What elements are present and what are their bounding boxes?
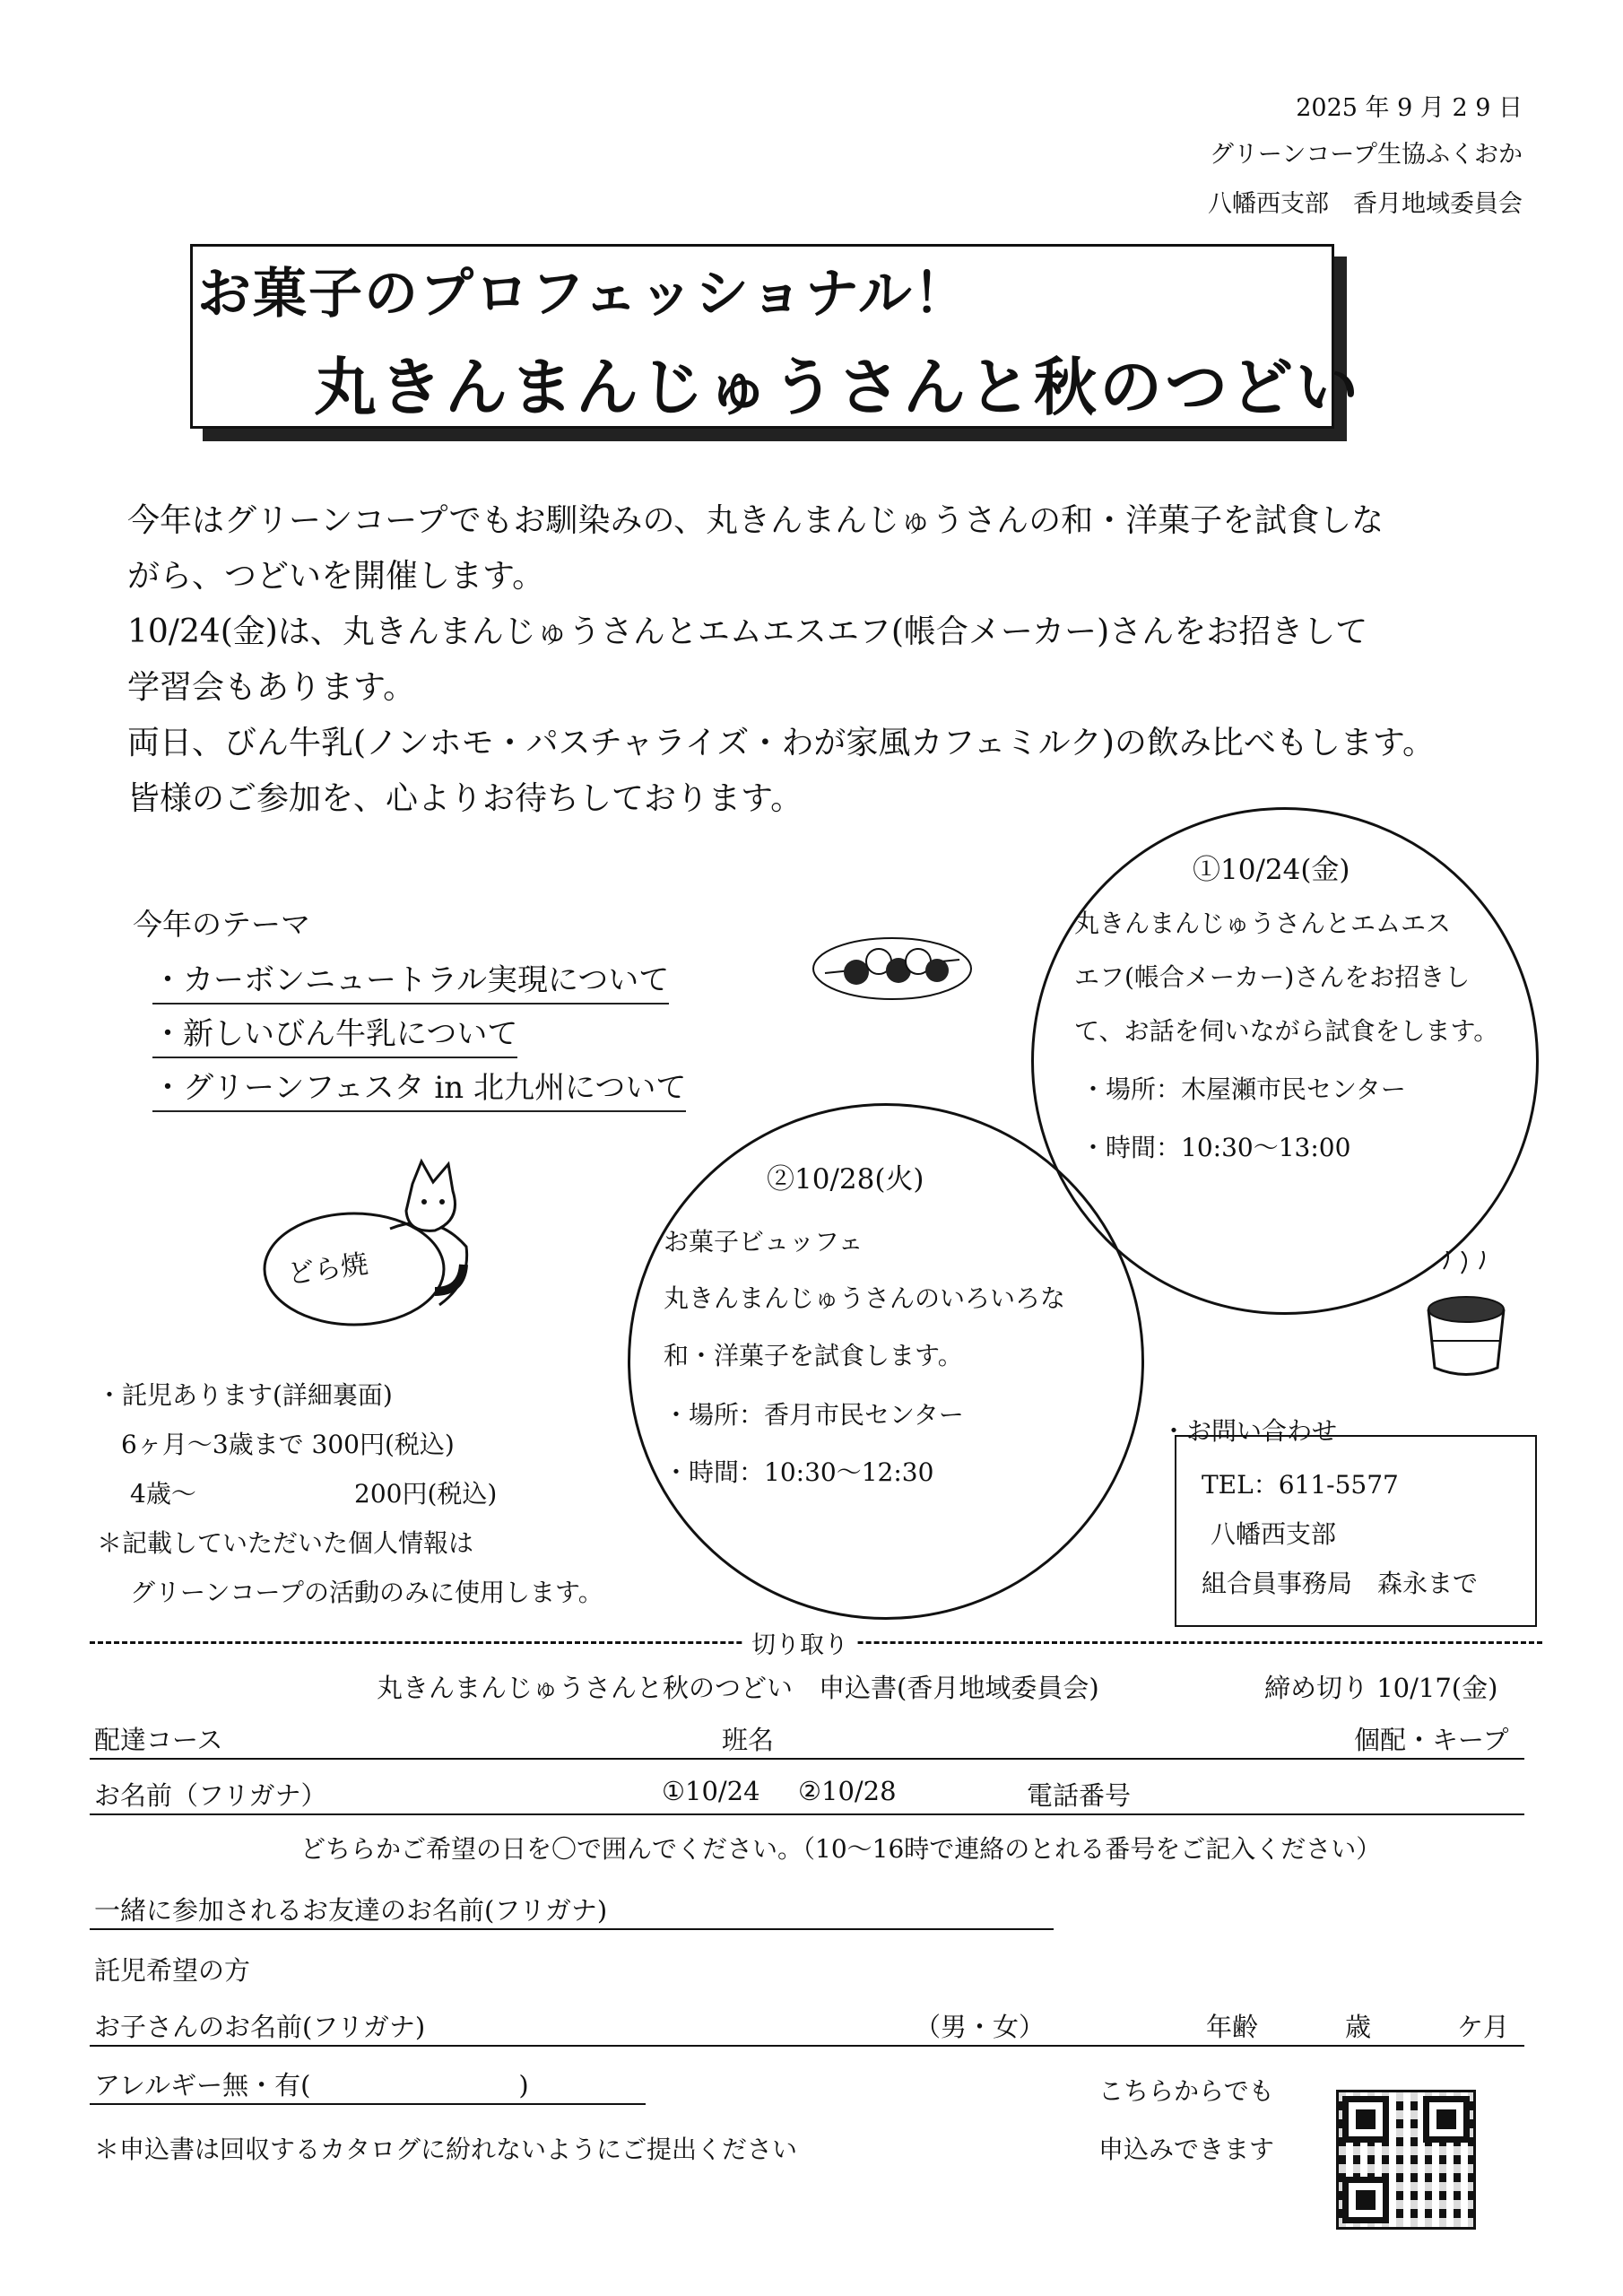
title-line-1: お菓子のプロフェッショナル！ [197, 263, 969, 326]
privacy-note: グリーンコープの活動のみに使用します。 [130, 1578, 603, 1607]
form-row-line [90, 1758, 1524, 1760]
privacy-note: ＊記載していただいた個人情報は [97, 1528, 474, 1558]
dorayaki-label: どら焼 [285, 1248, 370, 1292]
age-years: 歳 [1345, 2012, 1372, 2042]
childcare-line: ・託児あります(詳細裏面) [97, 1380, 393, 1410]
child-name-field[interactable]: お子さんのお名前(フリガナ) [94, 2012, 426, 2042]
form-deadline: 締め切り 10/17(金) [1264, 1673, 1498, 1703]
childcare-wish: 託児希望の方 [94, 1955, 251, 1986]
event2-time: ・時間：10:30～12:30 [664, 1457, 934, 1487]
event1-heading: ①10/24(金) [1193, 854, 1350, 886]
theme-item: ・グリーンフェスタ in 北九州について [152, 1063, 686, 1112]
group-field[interactable]: 班名 [722, 1725, 775, 1755]
qr-code[interactable] [1336, 2090, 1476, 2230]
event2-line: 和・洋菓子を試食します。 [664, 1341, 963, 1370]
form-row-line [90, 1813, 1524, 1815]
event1-line: エフ(帳合メーカー)さんをお招きし [1074, 962, 1471, 992]
intro-text [127, 493, 1526, 827]
form-title: 丸きんまんじゅうさんと秋のつどい 申込書(香月地域委員会) [377, 1673, 1099, 1703]
age-label: 年齢 [1206, 2012, 1259, 2042]
organization: グリーンコープ生協ふくおか [1209, 141, 1523, 169]
event2-line: 丸きんまんじゅうさんのいろいろな [664, 1283, 1066, 1313]
phone-field[interactable]: 電話番号 [1027, 1780, 1132, 1811]
event1-time: ・時間：10:30～13:00 [1081, 1133, 1351, 1162]
event2-line: お菓子ビュッフェ [664, 1227, 864, 1257]
theme-item: ・新しいびん牛乳について [152, 1009, 517, 1058]
title-line-2: 丸きんまんじゅうさんと秋のつどい [314, 350, 1361, 424]
form-note: どちらかご希望の日を〇で囲んでください。（10～16時で連絡のとれる番号をご記入ください） [300, 1834, 1382, 1864]
theme-item: ・カーボンニュートラル実現について [152, 955, 669, 1004]
childcare-fee-infant: 6ヶ月～3歳まで 300円(税込) [121, 1430, 455, 1459]
childcare-fee-label: 4歳～ [130, 1479, 196, 1509]
friend-name-field[interactable]: 一緒に参加されるお友達のお名前(フリガナ) [94, 1895, 608, 1926]
intro-line: 学習会もあります。 [127, 669, 416, 706]
childcare-fee-older: 200円(税込) [354, 1479, 498, 1509]
event2-heading: ②10/28(火) [767, 1163, 924, 1196]
form-footer-note: ＊申込書は回収するカタログに紛れないようにご提出ください [94, 2135, 798, 2164]
intro-line: 皆様のご参加を、心よりお待ちしております。 [127, 780, 803, 817]
form-row-line [90, 2045, 1524, 2047]
age-months: ケ月 [1457, 2012, 1510, 2042]
contact-tel: TEL：611-5577 [1202, 1470, 1399, 1500]
contact-office: 組合員事務局 森永まで [1202, 1569, 1479, 1598]
event1-line: て、お話を伺いながら試食をします。 [1074, 1016, 1499, 1046]
intro-line: 両日、びん牛乳(ノンホモ・パスチャライズ・わが家風カフェミルク)の飲み比べもします。 [127, 725, 1436, 761]
intro-line: がら、つどいを開催します。 [127, 558, 545, 595]
dorayaki-cat-icon [256, 1157, 489, 1336]
date-option-2[interactable]: ②10/28 [798, 1776, 897, 1806]
qr-caption: こちらからでも [1098, 2076, 1274, 2106]
form-row-line [90, 2103, 646, 2105]
contact-label: ・お問い合わせ [1161, 1408, 1344, 1455]
date-option-1[interactable]: ①10/24 [662, 1776, 760, 1806]
theme-heading: 今年のテーマ [133, 907, 310, 942]
event1-line: 丸きんまんじゅうさんとエムエス [1074, 909, 1452, 938]
form-row-line [90, 1928, 1054, 1930]
name-field[interactable]: お名前（フリガナ） [94, 1780, 327, 1811]
tea-cup-icon [1417, 1251, 1515, 1386]
issue-date: 2025 年 9 月 2 9 日 [1296, 94, 1523, 122]
intro-line: 10/24(金)は、丸きんまんじゅうさんとエムエスエフ(帳合メーカー)さんをお招きして [127, 613, 1368, 650]
allergy-field[interactable]: アレルギー無・有( ) [94, 2070, 529, 2100]
branch: 八幡西支部 香月地域委員会 [1208, 190, 1523, 218]
gender-option[interactable]: （男・女） [915, 2012, 1046, 2042]
intro-line: 今年はグリーンコープでもお馴染みの、丸きんまんじゅうさんの和・洋菓子を試食しな [127, 502, 1384, 539]
dango-icon [807, 924, 977, 1004]
contact-branch: 八幡西支部 [1211, 1519, 1337, 1549]
qr-caption: 申込みできます [1098, 2135, 1275, 2164]
event2-place: ・場所：香月市民センター [664, 1400, 964, 1430]
delivery-option[interactable]: 個配・キープ [1354, 1725, 1509, 1755]
course-field[interactable]: 配達コース [94, 1725, 223, 1755]
event1-place: ・場所：木屋瀬市民センター [1081, 1074, 1406, 1104]
cut-label: 切り取り [744, 1625, 855, 1660]
